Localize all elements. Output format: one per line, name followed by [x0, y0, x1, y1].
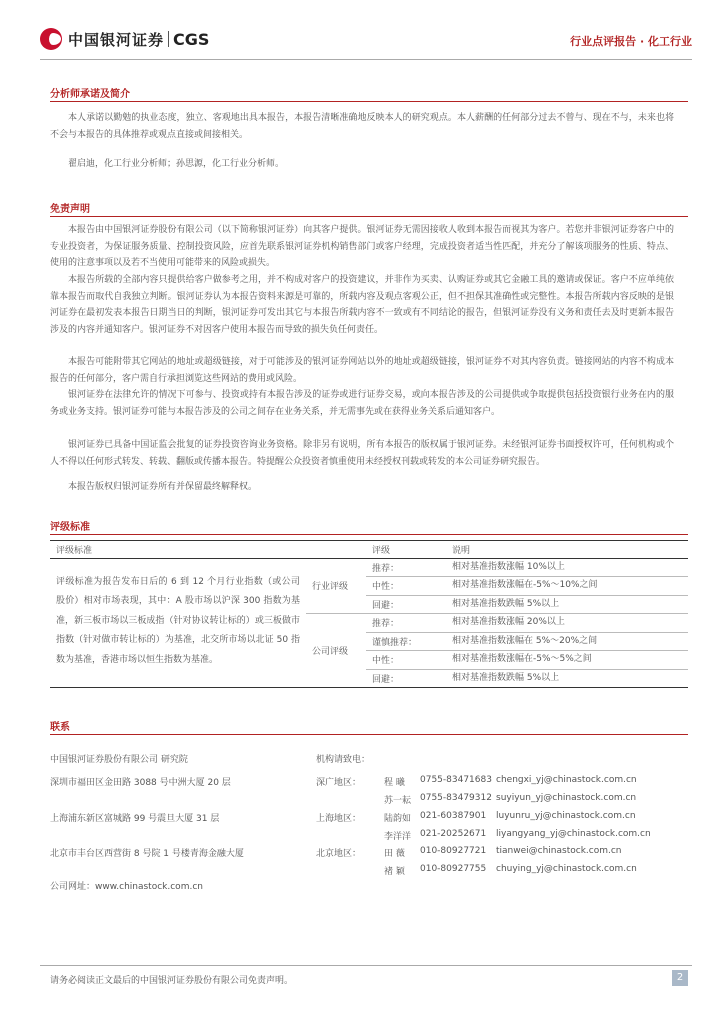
- contact-phone: 0755-83479312: [420, 793, 492, 803]
- disclaimer-paragraph: 本报告可能附带其它网站的地址或超级链接，对于可能涉及的银河证券网站以外的地址或超级链接，银河证券不对其内容负责。链接网站的内容不构成本报告的任何部分，客户需自行承担浏览这些网站的费用或风险。: [50, 357, 674, 384]
- section-divider: [50, 734, 688, 735]
- contact-name: 陆韵如: [384, 814, 412, 824]
- section-divider: [50, 101, 688, 102]
- rating-table-header: [50, 541, 688, 559]
- rating-section-title: 评级标准: [50, 522, 90, 533]
- contact-email[interactable]: tianwei@chinastock.com.cn: [496, 846, 622, 856]
- report-type: 行业点评报告 · 化工行业: [570, 35, 692, 48]
- contact-email[interactable]: chengxi_yj@chinastock.com.cn: [496, 775, 637, 785]
- analyst-pledge: 本人承诺以勤勉的执业态度，独立、客观地出具本报告，本报告清晰准确地反映本人的研究观点。本人薪酬的任何部分过去不曾与、现在不与，未来也将不会与本报告的具体推荐或观点直接或间接相关。: [50, 113, 674, 140]
- analyst-section-title: 分析师承诺及简介: [50, 89, 130, 100]
- company-name: 中国银河证券股份有限公司 研究院: [50, 755, 188, 765]
- region-label: 上海地区：: [316, 814, 362, 824]
- section-divider: [50, 534, 688, 535]
- rating-description: 相对基准指数涨幅在-5%～5%之间: [446, 651, 688, 670]
- rating-description: 相对基准指数涨幅 20%以上: [446, 614, 688, 633]
- section-divider: [50, 216, 688, 217]
- contact-phone: 0755-83471683: [420, 775, 492, 785]
- contact-phone: 010-80927755: [420, 864, 487, 874]
- column-header: 评级标准: [50, 541, 306, 559]
- contact-email[interactable]: liyangyang_yj@chinastock.com.cn: [496, 829, 651, 839]
- rating-description: 相对基准指数跌幅 5%以上: [446, 669, 688, 688]
- rating-criteria: 评级标准为报告发布日后的 6 到 12 个月行业指数（或公司股价）相对市场表现，其中：A 股市场以沪深 300 指数为基准，新三板市场以三板成指（针对协议转让标的）或三板做市指数（针对做市转让标的）为基准，北交所市场以北证 50 指数为基准，香港市场以恒生指数为基准。: [50, 558, 306, 688]
- rating-grade: 回避：: [366, 669, 446, 688]
- contact-phone: 021-20252671: [420, 829, 487, 839]
- contact-phone: 021-60387901: [420, 811, 487, 821]
- logo-divider: [168, 31, 169, 47]
- contact-name: 苏一耘: [384, 796, 412, 806]
- rating-grade: 推荐：: [366, 614, 446, 633]
- contact-phone: 010-80927721: [420, 846, 487, 856]
- contact-name: 程 曦: [384, 778, 405, 788]
- footer-disclaimer: 请务必阅读正文最后的中国银河证券股份有限公司免责声明。: [50, 976, 294, 986]
- column-header: [306, 541, 366, 559]
- disclaimer-paragraph: 银河证券在法律允许的情况下可参与、投资或持有本报告涉及的证券或进行证券交易，或向本报告涉及的公司提供或争取提供包括投资银行业务在内的服务或业务支持。银河证券可能与本报告涉及的公司之间存在业务关系，并无需事先或在获得业务关系后通知客户。: [50, 390, 674, 417]
- rating-grade: 中性：: [366, 651, 446, 670]
- contact-email[interactable]: suyiyun_yj@chinastock.com.cn: [496, 793, 637, 803]
- contact-name: 褚 颖: [384, 867, 405, 877]
- office-address: 上海浦东新区富城路 99 号震旦大厦 31 层: [50, 814, 220, 824]
- region-label: 深广地区：: [316, 778, 362, 788]
- page-number: 2: [672, 970, 688, 986]
- rating-grade: 中性：: [366, 577, 446, 596]
- contact-email[interactable]: chuying_yj@chinastock.com.cn: [496, 864, 637, 874]
- page-header: [40, 26, 692, 60]
- rating-grade: 回避：: [366, 595, 446, 614]
- column-header: 评级: [366, 541, 446, 559]
- disclaimer-paragraph: 本报告由中国银河证券股份有限公司（以下简称银河证券）向其客户提供。银河证券无需因接收人收到本报告而视其为客户。若您并非银河证券客户中的专业投资者，为保证服务质量、控制投资风险，应首先联系银河证券机构销售部门或客户经理，完成投资者适当性匹配，并充分了解该项服务的性质、特点、使用的注意事项以及若不当使用可能带来的风险或损失。: [50, 225, 674, 269]
- brand-name-en: CGS: [173, 29, 210, 49]
- disclaimer-paragraph: 银河证券已具备中国证监会批复的证券投资咨询业务资格。除非另有说明，所有本报告的版权属于银河证券。未经银河证券书面授权许可，任何机构或个人不得以任何形式转发、转载、翻版或传播本报告。特提醒公众投资者慎重使用未经授权刊载或转发的本公司证券研究报告。: [50, 440, 674, 467]
- analyst-names: 翟启迪，化工行业分析师；孙思源，化工行业分析师。: [68, 159, 285, 169]
- company-rating-label: 公司评级: [306, 614, 366, 688]
- rating-description: 相对基准指数涨幅 10%以上: [446, 558, 688, 577]
- rating-table: [50, 540, 688, 688]
- brand-name-cn: 中国银河证券: [68, 30, 165, 49]
- rating-grade: 推荐：: [366, 558, 446, 577]
- contact-section-title: 联系: [50, 722, 70, 733]
- contact-name: 李洋洋: [384, 832, 412, 842]
- disclaimer-paragraph: 本报告版权归银河证券所有并保留最终解释权。: [68, 482, 258, 492]
- brand-logo: [40, 28, 209, 50]
- company-website[interactable]: 公司网址：www.chinastock.com.cn: [50, 882, 203, 892]
- contact-email[interactable]: luyunru_yj@chinastock.com.cn: [496, 811, 636, 821]
- contact-name: 田 薇: [384, 849, 405, 859]
- office-address: 深圳市福田区金田路 3088 号中洲大厦 20 层: [50, 778, 231, 788]
- table-row: [50, 558, 688, 577]
- rating-description: 相对基准指数涨幅在 5%～20%之间: [446, 632, 688, 651]
- region-label: 北京地区：: [316, 849, 362, 859]
- office-address: 北京市丰台区西营街 8 号院 1 号楼青海金融大厦: [50, 849, 244, 859]
- column-header: 说明: [446, 541, 688, 559]
- rating-description: 相对基准指数跌幅 5%以上: [446, 595, 688, 614]
- rating-grade: 谨慎推荐：: [366, 632, 446, 651]
- logo-mark-icon: [40, 28, 62, 50]
- disclaimer-section-title: 免责声明: [50, 204, 90, 215]
- rating-description: 相对基准指数涨幅在-5%～10%之间: [446, 577, 688, 596]
- disclaimer-paragraph: 本报告所载的全部内容只提供给客户做参考之用，并不构成对客户的投资建议，并非作为买卖、认购证券或其它金融工具的邀请或保证。客户不应单纯依靠本报告而取代自我独立判断。银河证券认为本报告资料来源是可靠的，所载内容及观点客观公正，但不担保其准确性或完整性。本报告所载内容反映的是银河证券在最初发表本报告日期当日的判断，银河证券可发出其它与本报告所载内容不一致或有不同结论的报告，但银河证券没有义务和责任去及时更新本报告涉及的内容并通知客户。银河证券不对因客户使用本报告而导致的损失负任何责任。: [50, 275, 674, 335]
- sales-header: 机构请致电：: [316, 755, 371, 765]
- footer-divider: [40, 965, 692, 966]
- industry-rating-label: 行业评级: [306, 558, 366, 614]
